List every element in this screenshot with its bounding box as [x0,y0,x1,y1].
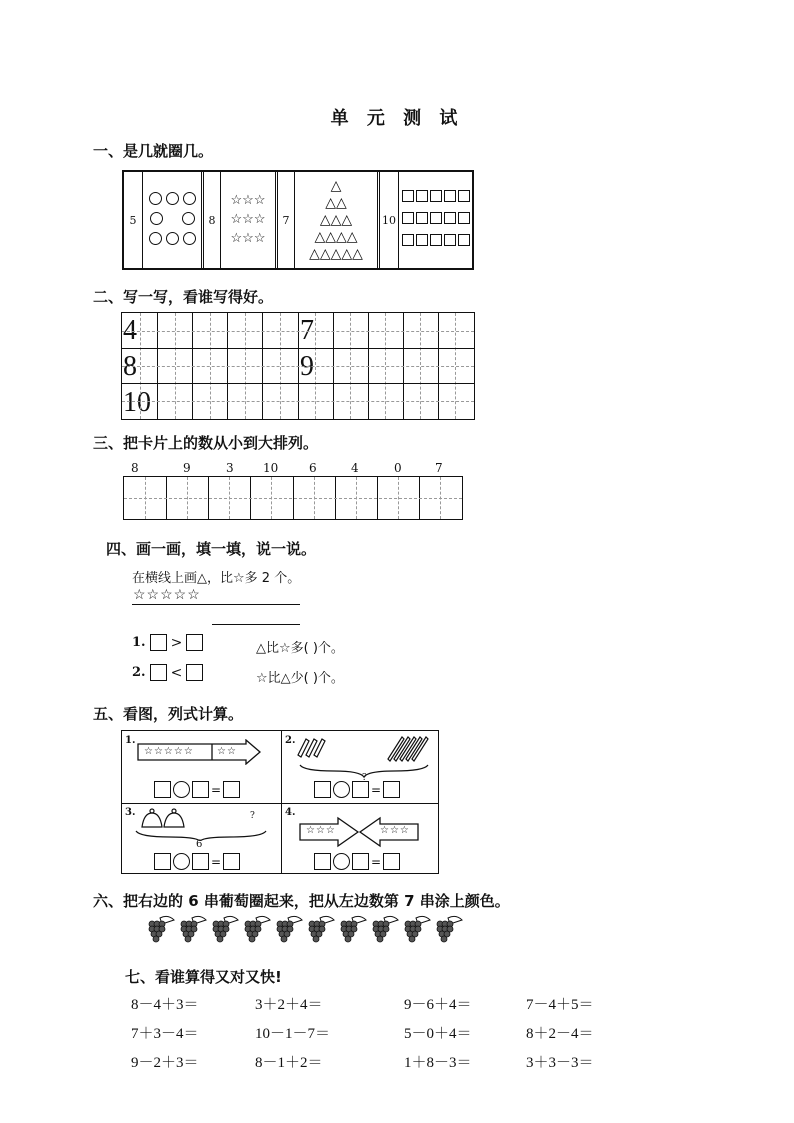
triangle-icon: △△△△△ [309,245,363,262]
answer-box[interactable] [192,781,209,798]
triangle-icon: △△△△ [314,228,358,245]
circle-icon [150,212,163,225]
compare-sign: < [170,664,183,681]
grape-icon[interactable] [146,914,176,944]
section-2-heading: 二、写一写，看谁写得好。 [93,288,274,306]
operator-circle[interactable] [333,853,350,870]
circle-icon [182,212,195,225]
section-6-heading: 六、把右边的 6 串葡萄圈起来，把从左边数第 7 串涂上颜色。 [93,892,510,910]
model-number: 8 [123,351,137,382]
answer-box[interactable] [154,853,171,870]
calc-item[interactable]: 9－6＋4＝ [404,997,472,1013]
card-number: 7 [435,461,443,475]
answer-box[interactable] [154,781,171,798]
answer-box[interactable] [383,781,400,798]
answer-box[interactable] [383,853,400,870]
answer-box[interactable] [314,781,331,798]
answer-box[interactable] [352,853,369,870]
card-number: 9 [183,461,191,475]
card-number: 10 [263,461,279,475]
grape-icon[interactable] [434,914,464,944]
question-text: △比☆多( )个。 [256,641,344,656]
triangle-icon: △ [330,177,342,194]
problem-label: 1. [125,735,136,746]
grape-icon[interactable] [338,914,368,944]
question-number: 2. [132,665,146,680]
answer-box[interactable] [186,664,203,681]
operator-circle[interactable] [173,781,190,798]
grid-guide [122,366,474,367]
circle-icon [183,232,196,245]
problem-label: 2. [285,735,296,746]
section-5-heading: 五、看图，列式计算。 [93,705,244,723]
num-cell: 8 [204,172,221,268]
picture-problems [121,730,439,874]
num-cell: 7 [278,172,295,268]
grape-icon[interactable] [210,914,240,944]
card-number: 4 [351,461,359,475]
section-7-heading: 七、看谁算得又对又快! [125,968,282,986]
num-cell: 5 [124,172,143,268]
circle-icon [149,192,162,205]
problem-label: 4. [285,807,296,818]
grape-icon[interactable] [370,914,400,944]
answer-box[interactable] [352,781,369,798]
circle-group[interactable] [143,172,204,268]
grape-icon[interactable] [306,914,336,944]
total-number: 6 [196,839,203,850]
circle-icon [166,192,179,205]
calc-item[interactable]: 7＋3－4＝ [131,1026,199,1042]
star-group[interactable] [221,172,278,268]
equation: = [154,781,240,798]
star-icon: ☆☆☆☆☆ [133,587,201,603]
star-icon: ☆☆☆ [306,825,336,836]
card-number: 0 [394,461,402,475]
num-cell: 10 [380,172,399,268]
star-icon: ☆☆☆☆☆ [144,746,194,757]
card-number: 3 [226,461,234,475]
calc-item[interactable]: 10－1－7＝ [255,1026,331,1042]
calc-item[interactable]: 3＋3－3＝ [526,1055,594,1071]
model-number: 9 [300,351,314,382]
drawing-line[interactable] [212,624,300,625]
model-number: 7 [300,315,314,346]
answer-box[interactable] [192,853,209,870]
grape-icon[interactable] [402,914,432,944]
answer-box[interactable] [223,853,240,870]
equation: = [314,853,400,870]
calc-item[interactable]: 8－4＋3＝ [131,997,199,1013]
answer-box[interactable] [150,634,167,651]
star-icon: ☆☆☆ [230,231,266,246]
triangle-group[interactable] [295,172,380,268]
calc-item[interactable]: 8－1＋2＝ [255,1055,323,1071]
grape-row [146,914,466,944]
model-number: 4 [123,315,137,346]
square-group[interactable] [399,172,472,268]
count-circle-table [122,170,474,270]
answer-grid[interactable] [123,476,463,520]
star-icon: ☆☆☆ [230,193,266,208]
grid-line [122,348,474,349]
calc-item[interactable]: 8＋2－4＝ [526,1026,594,1042]
problem-label: 3. [125,807,136,818]
question-mark: ? [362,773,367,783]
grid-guide [122,331,474,332]
question-mark: ? [250,811,255,821]
model-number: 10 [123,387,151,418]
star-icon: ☆☆☆ [230,212,266,227]
writing-grid[interactable] [121,312,475,420]
number-cards [0,461,794,477]
section-1-heading: 一、是几就圈几。 [93,142,214,160]
answer-box[interactable] [186,634,203,651]
operator-circle[interactable] [173,853,190,870]
calc-item[interactable]: 3＋2＋4＝ [255,997,323,1013]
operator-circle[interactable] [333,781,350,798]
grape-icon[interactable] [178,914,208,944]
instruction: 在横线上画△，比☆多 2 个。 [132,571,301,586]
triangle-icon: △△△ [319,211,353,228]
grid-line [122,383,474,384]
drawing-line[interactable] [132,604,300,605]
compare-sign: > [170,634,183,651]
answer-box[interactable] [150,664,167,681]
card-number: 6 [309,461,317,475]
calc-item[interactable]: 5－0＋4＝ [404,1026,472,1042]
grape-icon[interactable] [242,914,272,944]
grid-guide [122,401,474,402]
grape-icon[interactable] [274,914,304,944]
calc-item[interactable]: 7－4＋5＝ [526,997,594,1013]
question-text: ☆比△少( )个。 [256,671,344,686]
section-3-heading: 三、把卡片上的数从小到大排列。 [93,434,319,452]
equation: = [154,853,240,870]
section-4-heading: 四、画一画，填一填，说一说。 [106,540,317,558]
equation: = [314,781,400,798]
question-number: 1. [132,635,146,650]
answer-box[interactable] [223,781,240,798]
triangle-icon: △△ [325,194,347,211]
circle-icon [149,232,162,245]
star-icon: ☆☆☆ [380,825,410,836]
circle-icon [166,232,179,245]
card-number: 8 [131,461,139,475]
calc-item[interactable]: 1＋8－3＝ [404,1055,472,1071]
calc-item[interactable]: 9－2＋3＝ [131,1055,199,1071]
answer-box[interactable] [314,853,331,870]
grid-guide [124,498,462,499]
star-icon: ☆☆ [217,746,237,757]
page-title: 单 元 测 试 [330,108,464,129]
circle-icon [183,192,196,205]
